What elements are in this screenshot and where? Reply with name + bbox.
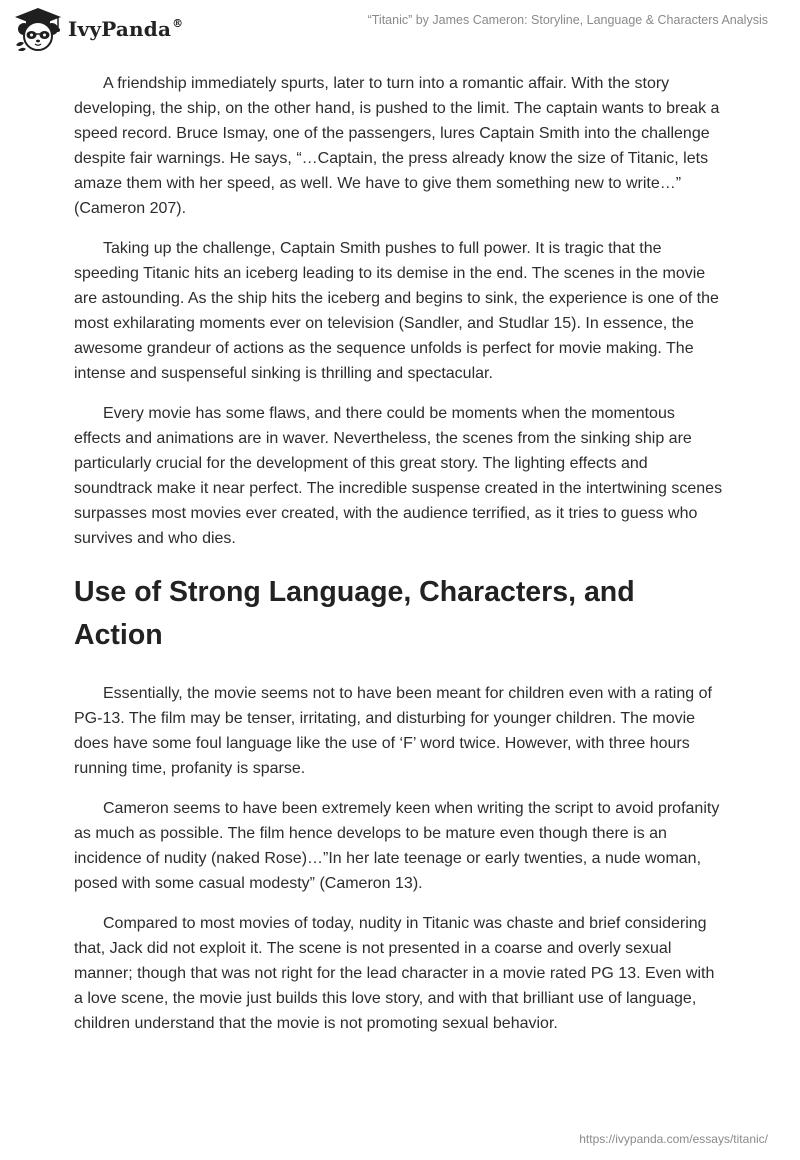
registered-mark: ® bbox=[172, 17, 184, 30]
brand-name: IvyPanda® bbox=[68, 17, 184, 41]
paragraph: Every movie has some flaws, and there could be moments when the momentous effects and animations are in waver. Nevertheless, the scenes from the sinking ship are particularly crucial for the development of this great story. The lighting effects and soundtrack make it near perfect. The incredible suspense created in the intertwining scenes surpasses most movies ever created, with the audience terrified, as it tries to guess who survives and who dies. bbox=[74, 405, 723, 547]
paragraph: Cameron seems to have been extremely keen when writing the script to avoid profanity as much as possible. The film hence develops to be mature even though there is an incidence of nudity (naked Rose)…”In her late teenage or early twenties, a nude woman, posed with some casual modesty” (Cameron 13). bbox=[74, 800, 720, 892]
paragraph: Taking up the challenge, Captain Smith pushes to full power. It is tragic that the speeding Titanic hits an iceberg leading to its demise in the end. The scenes in the movie are astounding. As the ship hits the iceberg and begins to sink, the experience is one of the most exhilarating moments ever on television (Sandler, and Studlar 15). In essence, the awesome grandeur of actions as the sequence unfolds is perfect for movie making. The intense and suspenseful sinking is thrilling and spectacular. bbox=[74, 240, 719, 382]
section-heading: Use of Strong Language, Characters, and Action bbox=[74, 576, 635, 651]
panda-graduate-icon bbox=[14, 7, 62, 51]
paragraph: Essentially, the movie seems not to have been meant for children even with a rating of PG-13. The film may be tenser, irritating, and disturbing for younger children. The movie does have some foul language like the use of ‘F’ word twice. However, with three hours running time, profanity is sparse. bbox=[74, 685, 712, 777]
article-body bbox=[74, 71, 724, 1051]
ivypanda-logo[interactable] bbox=[14, 7, 183, 51]
paragraph: Compared to most movies of today, nudity in Titanic was chaste and brief considering that, Jack did not exploit it. The scene is not presented in a coarse and overly sexual manner; though that was not right for the lead character in a movie rated PG 13. Even with a love scene, the movie just builds this love story, and with that brilliant use of language, children understand that the movie is not promoting sexual behavior. bbox=[74, 915, 715, 1032]
document-title: “Titanic” by James Cameron: Storyline, Language & Characters Analysis bbox=[367, 13, 768, 27]
paragraph: A friendship immediately spurts, later to turn into a romantic affair. With the story developing, the ship, on the other hand, is pushed to the limit. The captain wants to break a speed record. Bruce Ismay, one of the passengers, lures Captain Smith into the challenge despite fair warnings. He says, “…Captain, the press already know the size of Titanic, lets amaze them with her speed, as well. We have to give them something new to write…” (Cameron 207). bbox=[74, 75, 720, 217]
source-url[interactable]: https://ivypanda.com/essays/titanic/ bbox=[579, 1132, 768, 1146]
page-header bbox=[0, 0, 800, 60]
